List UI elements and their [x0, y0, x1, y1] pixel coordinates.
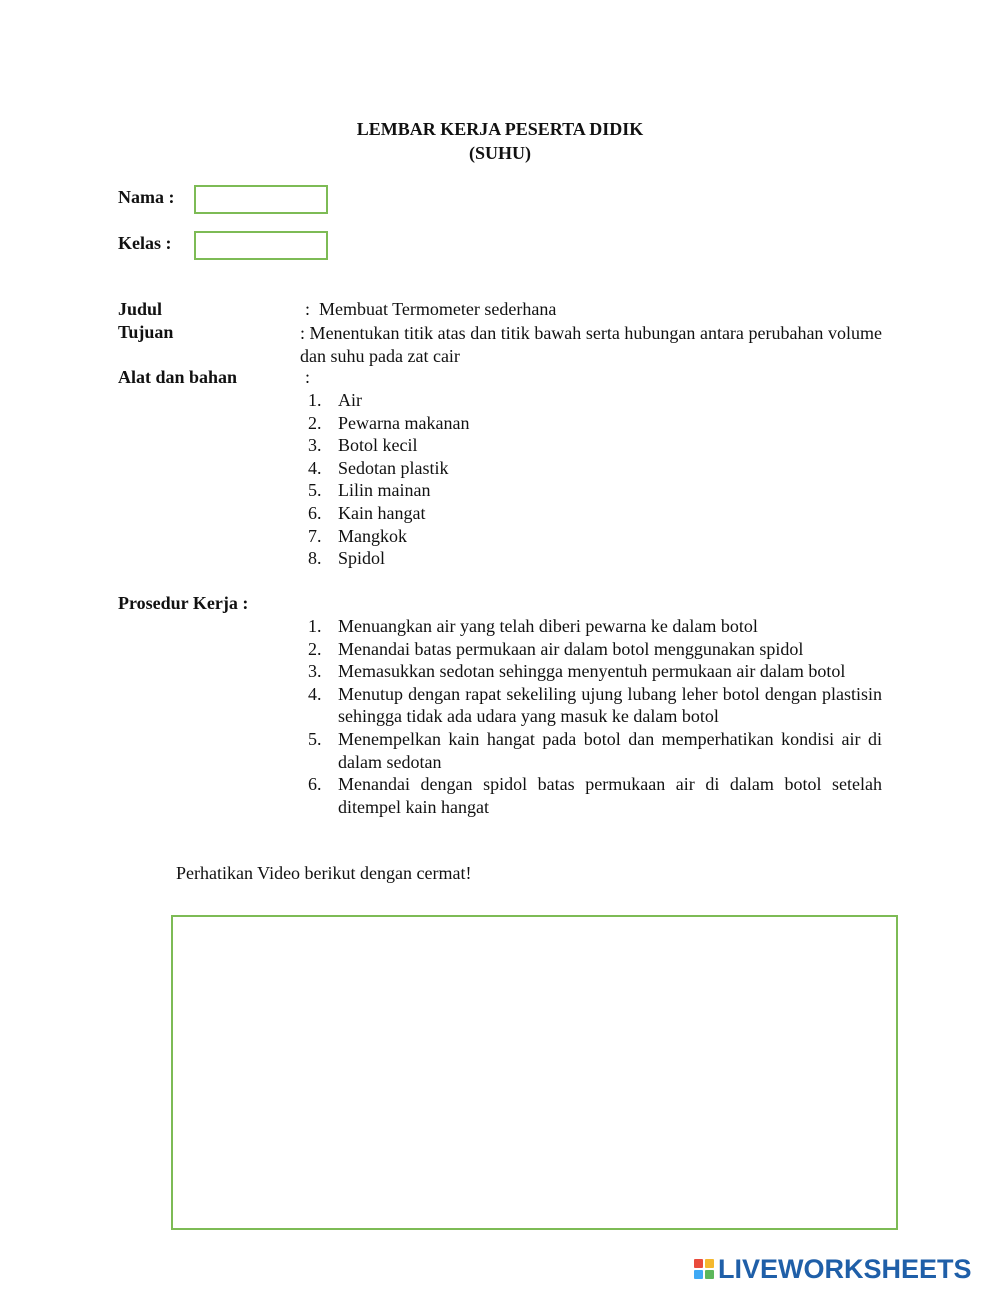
procedure-list	[300, 615, 882, 818]
tujuan-label: Tujuan	[118, 322, 174, 342]
material-text: Mangkok	[338, 525, 407, 546]
list-item	[300, 773, 882, 818]
material-text: Pewarna makanan	[338, 412, 470, 433]
list-number: 4.	[308, 457, 322, 478]
page-title: LEMBAR KERJA PESERTA DIDIK	[356, 119, 644, 139]
list-item	[300, 547, 882, 570]
step-text: Menempelkan kain hangat pada botol dan memperhatikan kondisi air di dalam sedotan	[338, 728, 882, 772]
list-number: 6.	[308, 502, 322, 523]
step-text: Menandai dengan spidol batas permukaan air di dalam botol setelah ditempel kain hangat	[338, 774, 882, 817]
judul-colon: :	[305, 299, 311, 319]
list-item	[300, 434, 882, 457]
list-item	[300, 479, 882, 502]
list-item	[300, 457, 882, 480]
liveworksheets-logo-icon	[694, 1259, 714, 1279]
list-number: 3.	[308, 661, 322, 682]
list-number: 6.	[308, 774, 322, 795]
video-frame[interactable]	[171, 915, 898, 1230]
alat-colon: :	[305, 367, 311, 387]
judul-value: Membuat Termometer sederhana	[319, 299, 557, 319]
material-text: Botol kecil	[338, 435, 418, 456]
list-item	[300, 638, 882, 661]
material-text: Sedotan plastik	[338, 457, 449, 478]
list-number: 3.	[308, 435, 322, 456]
list-item	[300, 389, 882, 412]
step-text: Memasukkan sedotan sehingga menyentuh permukaan air dalam botol	[338, 661, 846, 682]
list-number: 8.	[308, 548, 322, 569]
list-item	[300, 728, 882, 773]
list-number: 2.	[308, 412, 322, 433]
brand-name: LIVEWORKSHEETS	[718, 1253, 972, 1284]
page-subtitle: (SUHU)	[469, 143, 531, 163]
procedure-label: Prosedur Kerja :	[118, 593, 249, 613]
list-item	[300, 683, 882, 728]
step-text: Menutup dengan rapat sekeliling ujung lubang leher botol dengan plastisin sehingga tidak ada udara yang masuk ke dalam botol	[338, 683, 882, 727]
list-number: 1.	[308, 390, 322, 410]
materials-list	[300, 389, 882, 570]
list-number: 5.	[308, 480, 322, 501]
list-item	[300, 660, 882, 683]
step-text: Menandai batas permukaan air dalam botol menggunakan spidol	[338, 638, 804, 659]
list-item	[300, 525, 882, 548]
list-number: 1.	[308, 616, 322, 636]
list-number: 4.	[308, 683, 322, 704]
material-text: Spidol	[338, 548, 386, 569]
list-number: 5.	[308, 728, 322, 749]
tujuan-value: : Menentukan titik atas dan titik bawah serta hubungan antara perubahan volume dan suhu pada zat cair	[300, 323, 882, 366]
list-number: 2.	[308, 638, 322, 659]
alat-label: Alat dan bahan	[118, 367, 238, 387]
step-text: Menuangkan air yang telah diberi pewarna ke dalam botol	[338, 616, 758, 636]
judul-label: Judul	[118, 299, 163, 319]
name-input[interactable]	[194, 185, 328, 214]
list-item	[300, 412, 882, 435]
material-text: Kain hangat	[338, 502, 426, 523]
video-prompt: Perhatikan Video berikut dengan cermat!	[176, 863, 472, 883]
class-input[interactable]	[194, 231, 328, 260]
material-text: Lilin mainan	[338, 480, 431, 501]
material-text: Air	[338, 390, 362, 410]
list-number: 7.	[308, 525, 322, 546]
list-item	[300, 615, 882, 638]
list-item	[300, 502, 882, 525]
brand-logo[interactable]	[694, 1254, 972, 1284]
name-label: Nama :	[118, 187, 175, 207]
class-label: Kelas :	[118, 233, 172, 253]
